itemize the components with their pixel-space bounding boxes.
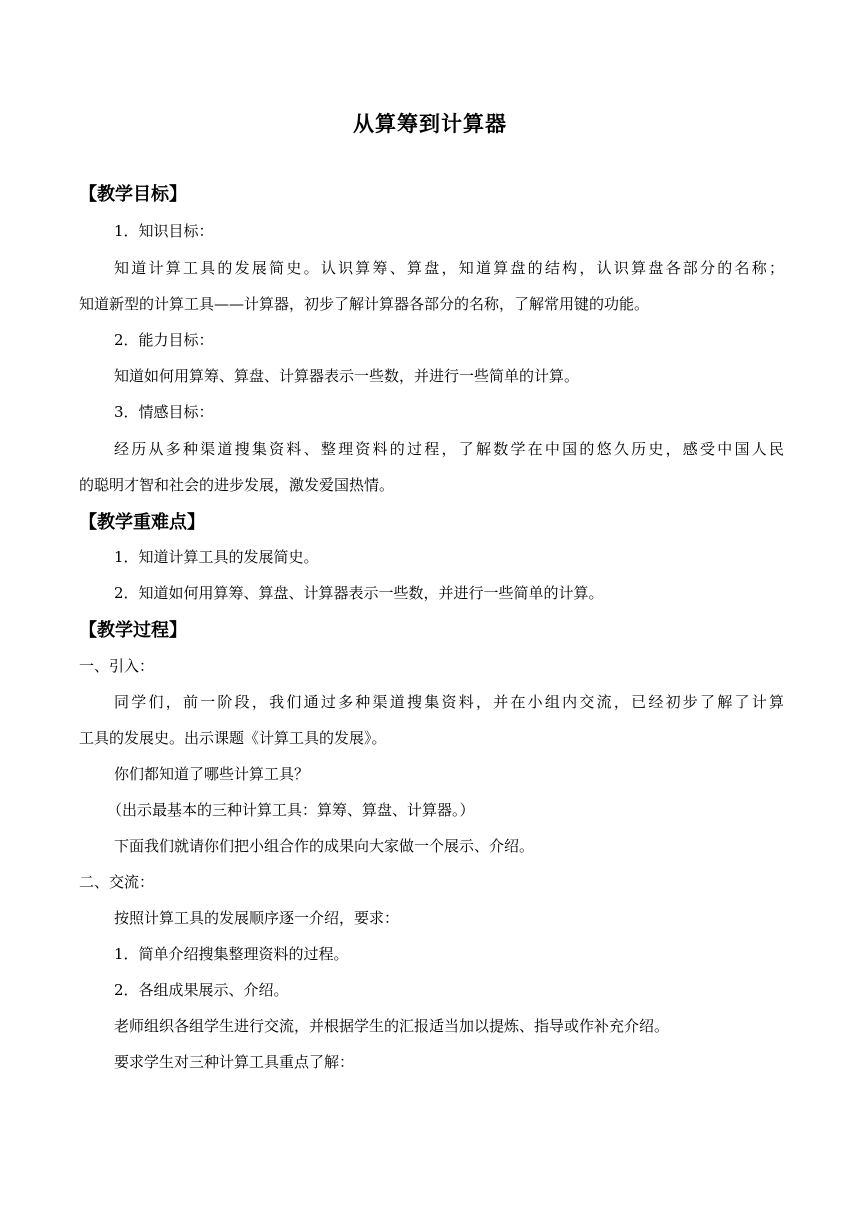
section-heading-goals: 【教学目标】 xyxy=(79,184,187,205)
section-heading-key-points: 【教学重难点】 xyxy=(79,512,205,533)
process-part2-paragraph2: 老师组织各组学生进行交流，并根据学生的汇报适当加以提炼、指导或作补充介绍。 xyxy=(114,1017,670,1035)
goals-item3-label: 3．情感目标： xyxy=(114,403,214,421)
process-part1-note: （出示最基本的三种计算工具：算筹、算盘、计算器。） xyxy=(107,801,475,819)
goals-item3-paragraph-line1: 经历从多种渠道搜集资料、整理资料的过程，了解数学在中国的悠久历史，感受中国人民 xyxy=(114,440,784,458)
section-heading-process: 【教学过程】 xyxy=(79,620,187,641)
goals-item1-label: 1．知识目标： xyxy=(114,222,214,240)
process-part1-transition: 下面我们就请你们把小组合作的成果向大家做一个展示、介绍。 xyxy=(114,837,535,855)
goals-item2-label: 2．能力目标： xyxy=(114,331,214,349)
process-part1-paragraph-line2: 工具的发展史。出示课题《计算工具的发展》。 xyxy=(79,729,387,747)
process-part2-label: 二、交流： xyxy=(79,873,155,891)
goals-item2-paragraph: 知道如何用算筹、算盘、计算器表示一些数，并进行一些简单的计算。 xyxy=(114,367,580,385)
key-points-item2: 2．知道如何用算筹、算盘、计算器表示一些数，并进行一些简单的计算。 xyxy=(114,584,604,602)
process-part1-paragraph-line1: 同学们，前一阶段，我们通过多种渠道搜集资料，并在小组内交流，已经初步了解了计算 xyxy=(114,693,784,711)
process-part2-paragraph3: 要求学生对三种计算工具重点了解： xyxy=(114,1053,355,1071)
key-points-item1: 1．知道计算工具的发展简史。 xyxy=(114,548,319,566)
page-title: 从算筹到计算器 xyxy=(353,112,507,136)
process-part1-label: 一、引入： xyxy=(79,657,155,675)
goals-item1-paragraph-line2: 知道新型的计算工具——计算器，初步了解计算器各部分的名称，了解常用键的功能。 xyxy=(79,295,650,313)
goals-item1-paragraph-line1: 知道计算工具的发展简史。认识算筹、算盘，知道算盘的结构，认识算盘各部分的名称； xyxy=(114,259,784,277)
process-part1-question: 你们都知道了哪些计算工具？ xyxy=(114,765,310,783)
goals-item3-paragraph-line2: 的聪明才智和社会的进步发展，激发爱国热情。 xyxy=(79,476,395,494)
process-part2-step1: 1．简单介绍搜集整理资料的过程。 xyxy=(114,945,349,963)
process-part2-paragraph1: 按照计算工具的发展顺序逐一介绍，要求： xyxy=(114,909,400,927)
process-part2-step2: 2．各组成果展示、介绍。 xyxy=(114,981,289,999)
